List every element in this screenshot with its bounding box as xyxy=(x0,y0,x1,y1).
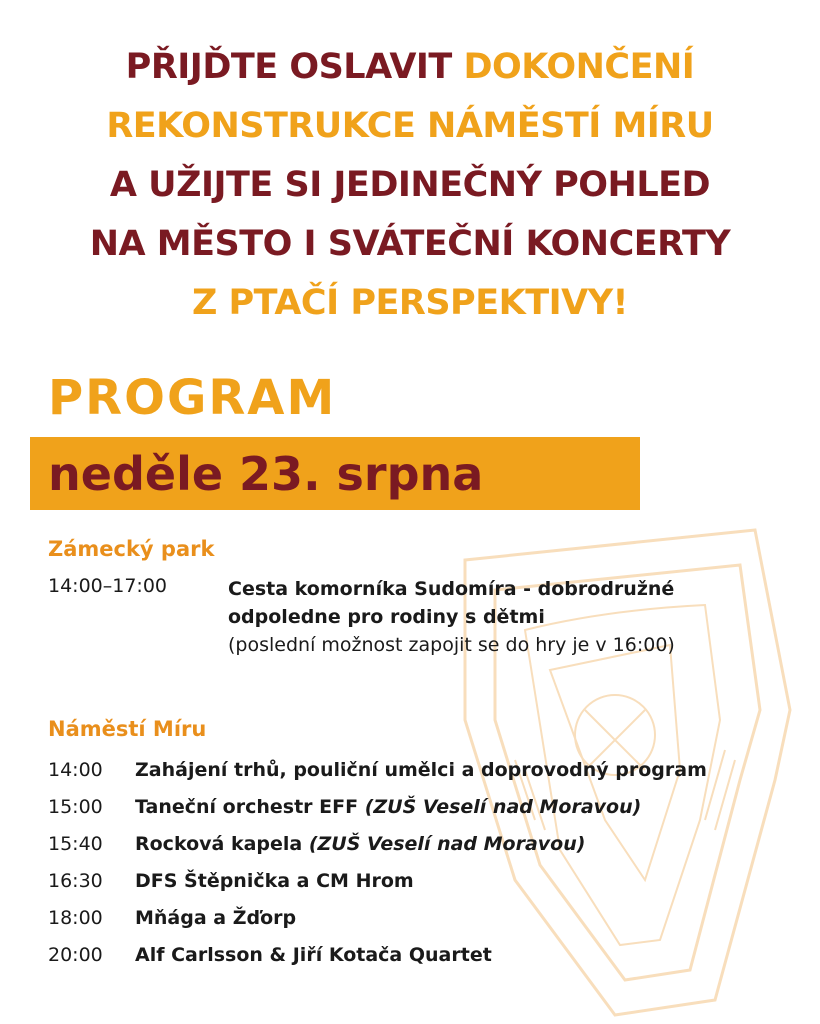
event-title-line2: odpoledne pro rodiny s dětmi xyxy=(228,606,545,628)
headline-line-1 xyxy=(0,38,820,97)
event-name: Taneční orchestr EFF xyxy=(135,796,365,818)
event-name: Rocková kapela xyxy=(135,833,309,855)
headline-highlight: DOKONČENÍ xyxy=(463,47,695,87)
headline-line-5: Z PTAČÍ PERSPEKTIVY! xyxy=(191,283,629,323)
event-name: Zahájení trhů, pouliční umělci a doprovodný program xyxy=(135,759,707,781)
headline-line-3: A UŽIJTE SI JEDINEČNÝ POHLED xyxy=(109,165,711,205)
event-time: 20:00 xyxy=(48,944,103,966)
section-title-square: Náměstí Míru xyxy=(48,717,207,741)
headline-text: PŘIJĎTE OSLAVIT xyxy=(125,47,464,87)
event-name: Alf Carlsson & Jiří Kotača Quartet xyxy=(135,944,492,966)
event-note: (poslední možnost zapojit se do hry je v 16:00) xyxy=(228,634,675,656)
headline xyxy=(0,38,820,333)
event-time: 18:00 xyxy=(48,907,103,929)
program-title: PROGRAM xyxy=(48,370,337,426)
event-name: DFS Štěpnička a CM Hrom xyxy=(135,870,414,892)
event-title xyxy=(135,907,296,929)
section-title-park: Zámecký park xyxy=(48,537,215,561)
event-note: (ZUŠ Veselí nad Moravou) xyxy=(364,796,642,818)
event-note: (ZUŠ Veselí nad Moravou) xyxy=(308,833,586,855)
park-event xyxy=(228,575,675,659)
event-title-line1: Cesta komorníka Sudomíra - dobrodružné xyxy=(228,578,675,600)
event-title xyxy=(135,833,585,855)
event-time: 14:00–17:00 xyxy=(48,575,168,597)
event-title xyxy=(135,796,641,818)
event-time: 16:30 xyxy=(48,870,103,892)
event-title xyxy=(135,870,414,892)
headline-line-4: NA MĚSTO I SVÁTEČNÍ KONCERTY xyxy=(89,224,731,264)
event-title xyxy=(135,759,707,781)
event-title xyxy=(135,944,492,966)
event-time: 15:40 xyxy=(48,833,103,855)
headline-line-2: REKONSTRUKCE NÁMĚSTÍ MÍRU xyxy=(106,106,714,146)
event-time: 14:00 xyxy=(48,759,103,781)
event-name: Mňága a Žďorp xyxy=(135,907,297,929)
date-text: neděle 23. srpna xyxy=(48,447,484,501)
date-banner xyxy=(30,437,640,510)
event-time: 15:00 xyxy=(48,796,103,818)
